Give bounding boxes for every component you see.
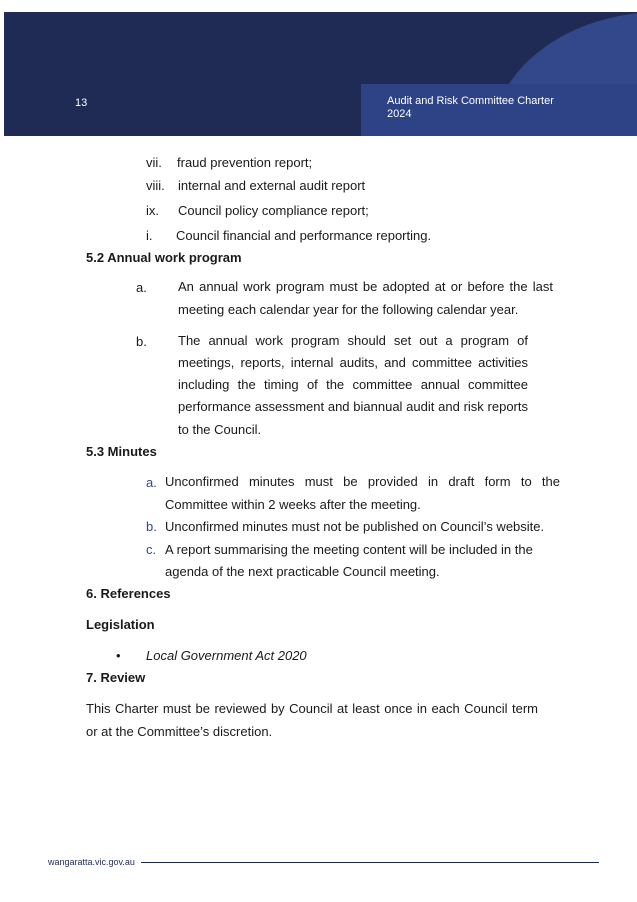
paragraph-line: Unconfirmed minutes must not be published on Council’s website. bbox=[165, 519, 545, 534]
paragraph-line: to the Council. bbox=[178, 422, 262, 437]
section-heading-5-3: 5.3 Minutes bbox=[86, 444, 157, 459]
list-marker: ix. bbox=[146, 203, 159, 218]
document-title-line-1: Audit and Risk Committee Charter bbox=[387, 95, 554, 107]
list-item: Council financial and performance reporting. bbox=[176, 228, 432, 243]
footer-divider bbox=[141, 862, 599, 863]
list-marker: viii. bbox=[146, 178, 165, 193]
paragraph-line: meeting each calendar year for the following calendar year. bbox=[178, 302, 519, 317]
list-marker: b. bbox=[146, 519, 157, 534]
footer-url: wangaratta.vic.gov.au bbox=[48, 857, 135, 867]
paragraph-line: or at the Committee’s discretion. bbox=[86, 724, 273, 739]
list-marker: c. bbox=[146, 542, 157, 557]
section-heading-6: 6. References bbox=[86, 586, 171, 601]
list-marker: i. bbox=[146, 228, 153, 243]
list-marker: a. bbox=[136, 280, 147, 295]
paragraph-line: Unconfirmed minutes must be provided in draft form to the bbox=[165, 474, 560, 489]
paragraph-line: The annual work program should set out a program of bbox=[178, 333, 528, 348]
paragraph-line: meetings, reports, internal audits, and committee activities bbox=[178, 355, 528, 370]
legislation-item: Local Government Act 2020 bbox=[146, 648, 307, 663]
paragraph-line: An annual work program must be adopted at or before the last bbox=[178, 279, 553, 294]
paragraph-line: performance assessment and biannual audit and risk reports bbox=[178, 399, 528, 414]
list-marker: vii. bbox=[146, 155, 162, 170]
paragraph-line: agenda of the next practicable Council meeting. bbox=[165, 564, 440, 579]
list-item: internal and external audit report bbox=[178, 178, 366, 193]
list-marker: a. bbox=[146, 475, 157, 490]
document-title-line-2: 2024 bbox=[387, 108, 412, 120]
document-title bbox=[387, 95, 587, 121]
list-item: fraud prevention report; bbox=[177, 155, 313, 170]
page-number: 13 bbox=[75, 97, 88, 109]
bullet: • bbox=[116, 648, 121, 663]
list-item: Council policy compliance report; bbox=[178, 203, 369, 218]
paragraph-line: including the timing of the committee annual committee bbox=[178, 377, 528, 392]
paragraph-line: This Charter must be reviewed by Council at least once in each Council term bbox=[86, 701, 538, 716]
list-marker: b. bbox=[136, 334, 147, 349]
subheading-legislation: Legislation bbox=[86, 617, 155, 632]
section-heading-5-2: 5.2 Annual work program bbox=[86, 250, 242, 265]
section-heading-7: 7. Review bbox=[86, 670, 146, 685]
paragraph-line: A report summarising the meeting content will be included in the bbox=[165, 542, 533, 557]
paragraph-line: Committee within 2 weeks after the meeting. bbox=[165, 497, 421, 512]
